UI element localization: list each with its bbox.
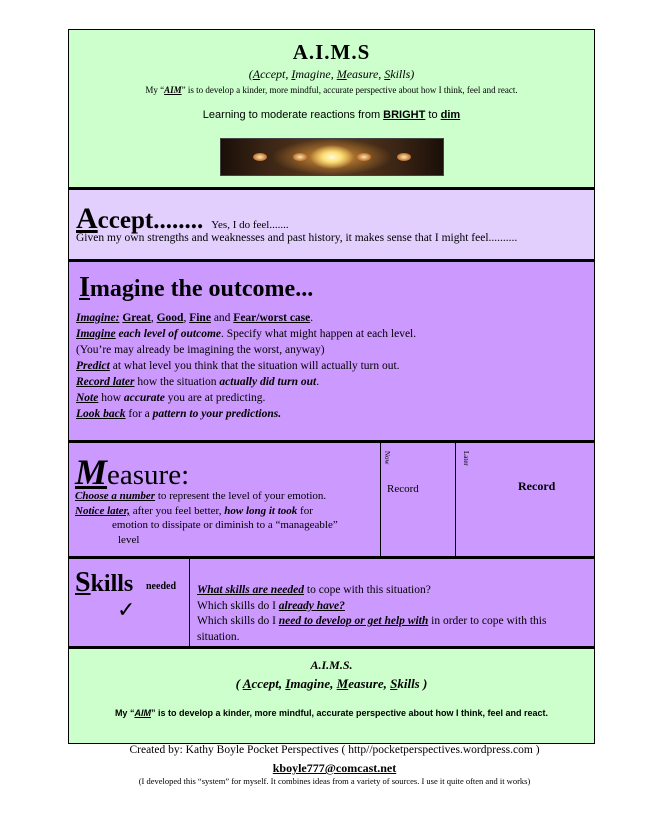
later-record-cell[interactable] — [456, 443, 596, 556]
skills-left-cell — [69, 559, 190, 646]
email-link[interactable]: kboyle777@comcast.net — [272, 761, 397, 775]
learn-dim: dim — [440, 109, 461, 121]
footer-section — [68, 648, 595, 744]
footer-subtitle: ( Accept, Imagine, Measure, Skills ) — [235, 676, 428, 691]
learn-mid: to — [425, 109, 441, 121]
imagine-section — [68, 261, 595, 442]
measure-cap: M — [75, 452, 108, 492]
aim-word: AIM — [164, 85, 182, 95]
imagine-line: Imagine: Great, Good, Fine and Fear/worst case. — [76, 312, 314, 324]
light-dot — [357, 153, 371, 161]
measure-line: Notice later, after you feel better, how long it took for — [75, 504, 313, 517]
learning-line — [69, 109, 594, 121]
subtitle-part: A — [252, 67, 261, 81]
accept-cap: A — [76, 202, 98, 235]
author-note: (I developed this “system” for myself. It combines ideas from a variety of sources. I use it quite often and it works) — [138, 776, 531, 786]
subtitle-part: M — [336, 67, 347, 81]
footer-aim-statement: My “AIM” is to develop a kinder, more mindful, accurate perspective about how I think, feel and react. — [114, 708, 549, 718]
imagine-line: Predict at what level you think that the situation will actually turn out. — [76, 360, 400, 372]
learn-bright: BRIGHT — [383, 109, 426, 121]
subtitle-part: S — [384, 67, 391, 81]
subtitle-part: ccept, — [260, 67, 292, 81]
accept-section — [68, 189, 595, 261]
imagine-rest: magine the outcome... — [89, 276, 314, 302]
now-record-cell[interactable] — [381, 443, 456, 556]
aim-suffix: ” is to develop a kinder, more mindful, accurate perspective about how I think, feel and react. — [181, 85, 518, 95]
skills-cap: S — [75, 567, 91, 598]
aim-prefix: My “ — [145, 85, 165, 95]
dimmer-light-image — [220, 138, 444, 176]
skills-title — [75, 567, 133, 599]
skills-section — [68, 558, 595, 648]
imagine-line: Look back for a pattern to your predictions. — [76, 408, 282, 420]
later-label: Later — [462, 451, 470, 466]
accept-rest: ccept........ — [97, 207, 204, 234]
measure-line: emotion to dissipate or diminish to a “manageable” — [112, 519, 338, 531]
accept-heading — [76, 202, 289, 236]
measure-line: Choose a number to represent the level of your emotion. — [75, 490, 327, 502]
subtitle-part: ( — [248, 67, 253, 81]
imagine-line: Note how accurate you are at predicting. — [76, 392, 266, 404]
header-section — [68, 29, 595, 189]
now-label: Now — [383, 451, 391, 465]
aim-statement — [69, 85, 594, 95]
checkmark-icon: ✓ — [117, 597, 136, 622]
skills-line: What skills are needed to cope with this situation? — [197, 584, 431, 596]
later-record-label: Record — [518, 479, 556, 493]
skills-line: Which skills do I need to develop or get help with in order to cope with this situation. — [197, 615, 547, 643]
measure-left-cell — [69, 443, 381, 556]
accept-yes: Yes, I do feel....... — [211, 219, 289, 231]
page-title: A.I.M.S — [292, 40, 371, 64]
skills-needed: needed — [146, 581, 176, 592]
accept-text: Given my own strengths and weaknesses and past history, it makes sense that I might feel.......... — [76, 232, 518, 244]
imagine-line: Imagine each level of outcome. Specify what might happen at each level. — [76, 328, 417, 340]
learn-prefix: Learning to moderate reactions from — [202, 109, 384, 121]
accept-title — [76, 202, 204, 235]
imagine-line: Record later how the situation actually did turn out. — [76, 376, 320, 388]
measure-line: level — [118, 533, 140, 546]
imagine-list — [76, 310, 416, 422]
imagine-title — [79, 272, 313, 304]
footer-title: A.I.M.S. — [310, 658, 353, 672]
light-dot — [397, 153, 411, 161]
skills-line: Which skills do I already have? — [197, 599, 345, 612]
imagine-line: (You’re may already be imagining the worst, anyway) — [76, 344, 325, 356]
light-dot — [293, 153, 307, 161]
subtitle-part: I — [291, 67, 296, 81]
now-record-label: Record — [387, 483, 419, 495]
imagine-cap: I — [79, 272, 90, 303]
subtitle-part: easure, — [346, 67, 385, 81]
subtitle-part: kills) — [390, 67, 415, 81]
measure-title — [75, 451, 189, 493]
measure-text — [75, 489, 338, 547]
measure-rest: easure: — [107, 459, 190, 491]
measure-section — [68, 442, 595, 558]
skills-rest: kills — [90, 571, 134, 597]
light-dot — [253, 153, 267, 161]
subtitle — [69, 67, 594, 82]
credits-line: Created by: Kathy Boyle Pocket Perspectives ( http//pocketperspectives.wordpress.com ) — [129, 744, 540, 756]
skills-text — [197, 583, 587, 645]
subtitle-part: magine, — [295, 67, 337, 81]
